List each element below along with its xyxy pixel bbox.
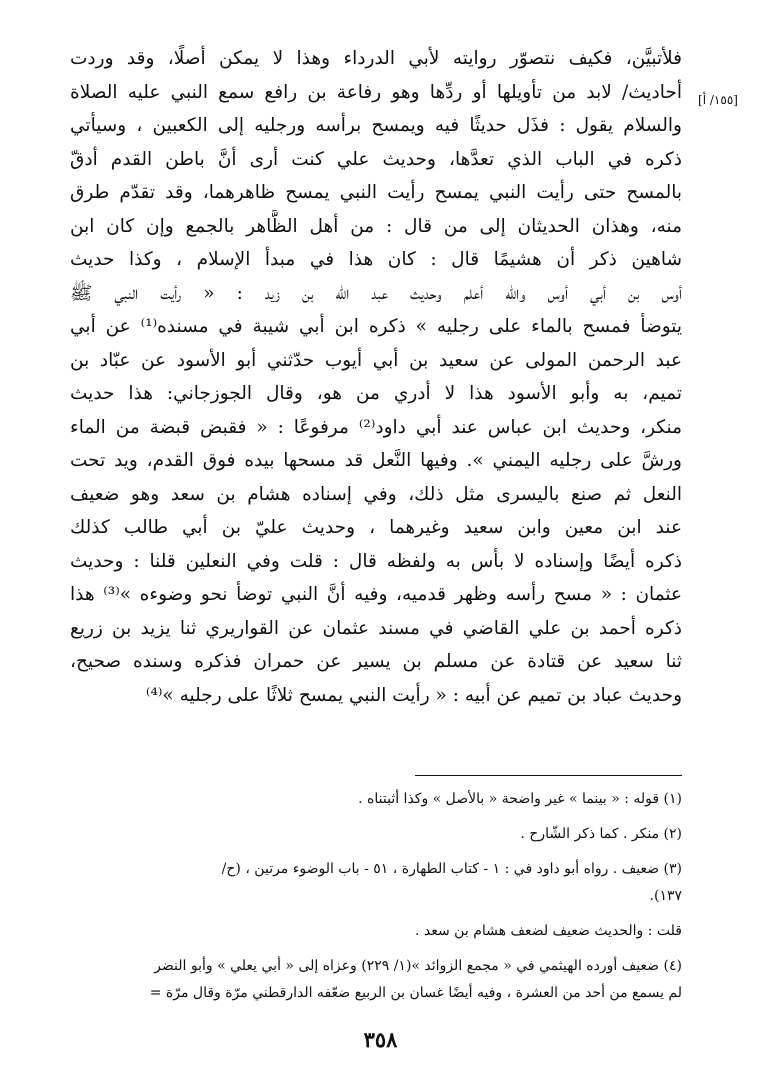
text-line: تميم، به وأبو الأسود هذا لا أدري من هو، وقال الجوزجاني: هذا حديث: [70, 383, 682, 404]
text-line: ذكره في الباب الذي تعدَّها، وحديث علي كنت أرى أنَّ باطن القدم أدقّ: [70, 148, 682, 170]
text-line: عند ابن معين وابن سعيد وغيرهما ، وحديث عليّ بن أبي طالب كذلك: [70, 517, 682, 538]
text-line: يتوضأ فمسح بالماء على رجليه » ذكره ابن أبي شيبة في مسنده⁽¹⁾ عن أبي: [70, 316, 682, 337]
footnote-3: (٣) ضعيف . رواه أبو داود في : ١ - كتاب الطهارة ، ٥١ - باب الوضوء مرتين ، (ح/: [221, 861, 682, 877]
text-line: ذكره أحمد بن علي القاضي في مسند عثمان عن القواريري ثنا يزيد بن زريع: [70, 617, 682, 639]
text-line: والسلام يقول : فذَل حديثًا فيه ويمسح برأسه ورجليه إلى الكعبين ، وسيأتي: [70, 115, 682, 136]
footnotes: [70, 786, 682, 1007]
footnote-1: (١) قوله : « بينما » غير واضحة « بالأصل » وكذا أثبتناه .: [358, 791, 682, 807]
text-line: ذكره أيضًا وإسناده لا بأس به ولفظه قال : قلت وفي النعلين قلنا : وحديث: [70, 550, 682, 572]
text-line: شاهين ذكر أن هشيمًا قال : كان هذا في مبدأ الإسلام ، وكذا حديث: [70, 249, 682, 270]
text-line: وحديث عباد بن تميم عن أبيه : « رأيت النبي يمسح ثلاثًا على رجليه »⁽⁴⁾: [145, 684, 682, 706]
text-line: بالمسح حتى رأيت النبي يمسح رأيت النبي يمسح ظاهرهما، وقد تقدّم طرق: [70, 182, 682, 203]
text-line: أحاديث/ لابد من تأويلها أو ردِّها وهو رفاعة بن رافع سمع النبي عليه الصلاة: [70, 81, 682, 103]
text-line: فلأتبيَّن، فكيف نتصوّر روايته لأبي الدرداء وهذا لا يمكن أصلًا، وقد وردت: [70, 48, 682, 69]
main-text: [70, 42, 682, 712]
text-line: ورشَّ على رجليه اليمني ». وفيها النَّعل قد مسحها بيده فوق القدم، ويد تحت: [70, 450, 682, 471]
editor-comment: قلت : والحديث ضعيف لضعف هشام بن سعد .: [415, 923, 682, 939]
page-number: ٣٥٨: [363, 1027, 398, 1052]
text-line: ثنا سعيد عن قتادة عن مسلم بن يسير عن حمران فذكره وسنده صحيح،: [70, 651, 682, 672]
footnote-4-continued: لم يسمع من أحد من العشرة ، وفيه أيضًا غسان بن الربيع ضعّفه الدارقطني مرّة وقال مرّة =: [149, 985, 682, 1001]
text-line: أوس بن أبي أوس والله أعلم وحديث عبد الله بن زيد : « رأيت النبي ﷺ: [70, 282, 682, 304]
text-line: عثمان : « مسح رأسه وظهر قدميه، وفيه أنَّ النبي توضأ نحو وضوءه »⁽³⁾ هذا: [70, 584, 682, 605]
manuscript-folio-marker: [١٥٥/ أ]: [698, 93, 738, 107]
footnote-separator: [415, 775, 682, 776]
footnote-2: (٢) منكر . كما ذكر الشّارح .: [520, 826, 682, 842]
text-line: النعل ثم صنع باليسرى مثل ذلك، وفي إسناده هشام بن سعد وهو ضعيف: [70, 483, 682, 505]
text-line: منه، وهذان الحديثان إلى من قال : من أهل الظَّاهر بالجمع وإن كان ابن: [70, 215, 682, 237]
footnote-3-continued: ١٣٧).: [649, 888, 682, 904]
footnote-4: (٤) ضعيف أورده الهيثمي في « مجمع الزوائد »(١/ ٢٢٩) وعزاه إلى « أبي يعلي » وأبو النضر: [154, 958, 682, 974]
text-line: منكر، وحديث ابن عباس عند أبي داود⁽²⁾ مرفوعًا : « فقبض قبضة من الماء: [70, 416, 682, 438]
text-line: عبد الرحمن المولى عن سعيد بن أبي أيوب حدّثني أبو الأسود عن عبّاد بن: [70, 349, 682, 371]
